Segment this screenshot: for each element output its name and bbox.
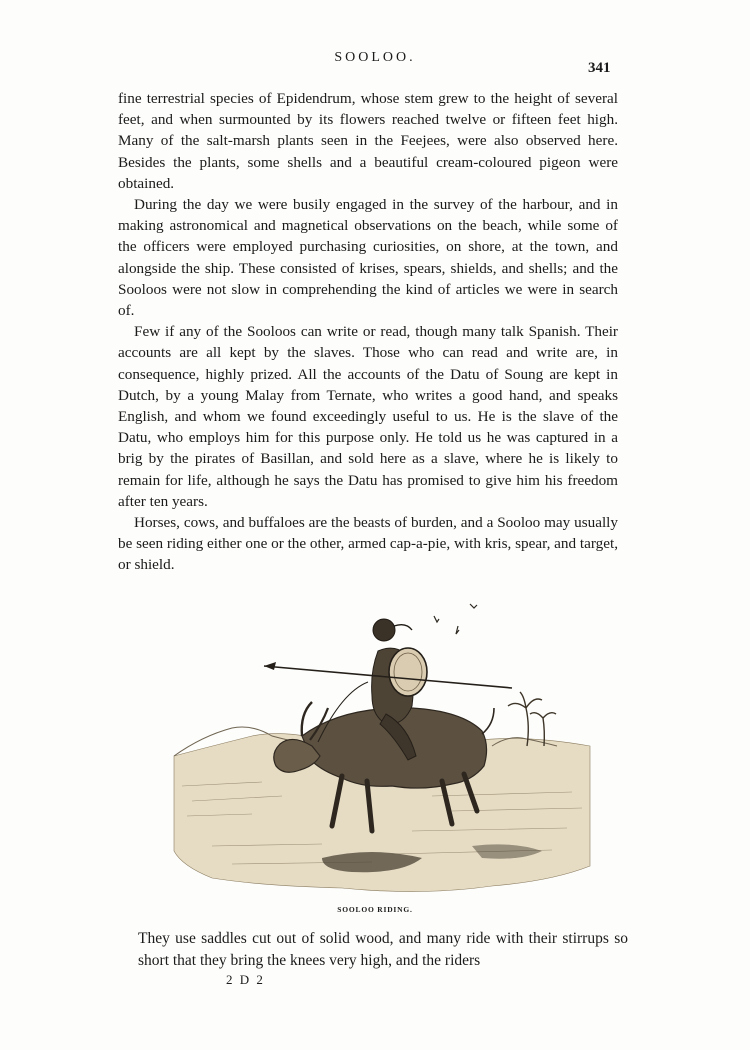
paragraph-saddles: They use saddles cut out of solid wood, and many ride with their stirrups so short that they bring the knees very high, and the riders xyxy=(138,930,628,969)
paragraph-epidendrum: fine terrestrial species of Epidendrum, whose stem grew to the height of several feet, and when surmounted by its flowers reached twelve or fifteen feet high. Many of the salt-marsh plants seen in the Feejees, were also observed here. Besides the plants, some shells and a beautiful cream-coloured pigeon were obtained. xyxy=(118,90,618,192)
engraving-illustration xyxy=(172,596,592,901)
running-head: SOOLOO. xyxy=(334,50,416,65)
body-text xyxy=(118,88,618,576)
paragraph-beasts-of-burden: Horses, cows, and buffaloes are the beasts of burden, and a Sooloo may usually be seen riding either one or the other, armed cap-a-pie, with kris, spear, and target, or shield. xyxy=(118,514,618,574)
paragraph-survey: During the day we were busily engaged in the survey of the harbour, and in making astronomical and magnetical observations on the beach, while some of the officers were employed purchasing curiosities, on shore, at the town, and alongside the ship. These consisted of krises, spears, shields, and shells; and the Sooloos were not slow in comprehending the kind of articles we were in search of. xyxy=(118,196,618,320)
page-number: 341 xyxy=(588,60,611,76)
bottom-text xyxy=(138,928,628,972)
figure-caption: SOOLOO RIDING. xyxy=(337,905,413,914)
engraving-sooloo-riding xyxy=(172,596,592,901)
signature-mark: 2 D 2 xyxy=(226,972,265,987)
paragraph-writing: Few if any of the Sooloos can write or read, though many talk Spanish. Their accounts are all kept by the slaves. Those who can read and write are, in consequence, highly prized. All the accounts of the Datu of Soung are kept in Dutch, by a young Malay from Ternate, who writes a good hand, and speaks English, and whom we found exceedingly useful to us. He is the slave of the Datu, who employs him for this purpose only. He told us he was captured in a brig by the pirates of Basillan, and sold here as a slave, where he is likely to remain for life, although he says the Datu has promised to give him his freedom after ten years. xyxy=(118,323,618,510)
